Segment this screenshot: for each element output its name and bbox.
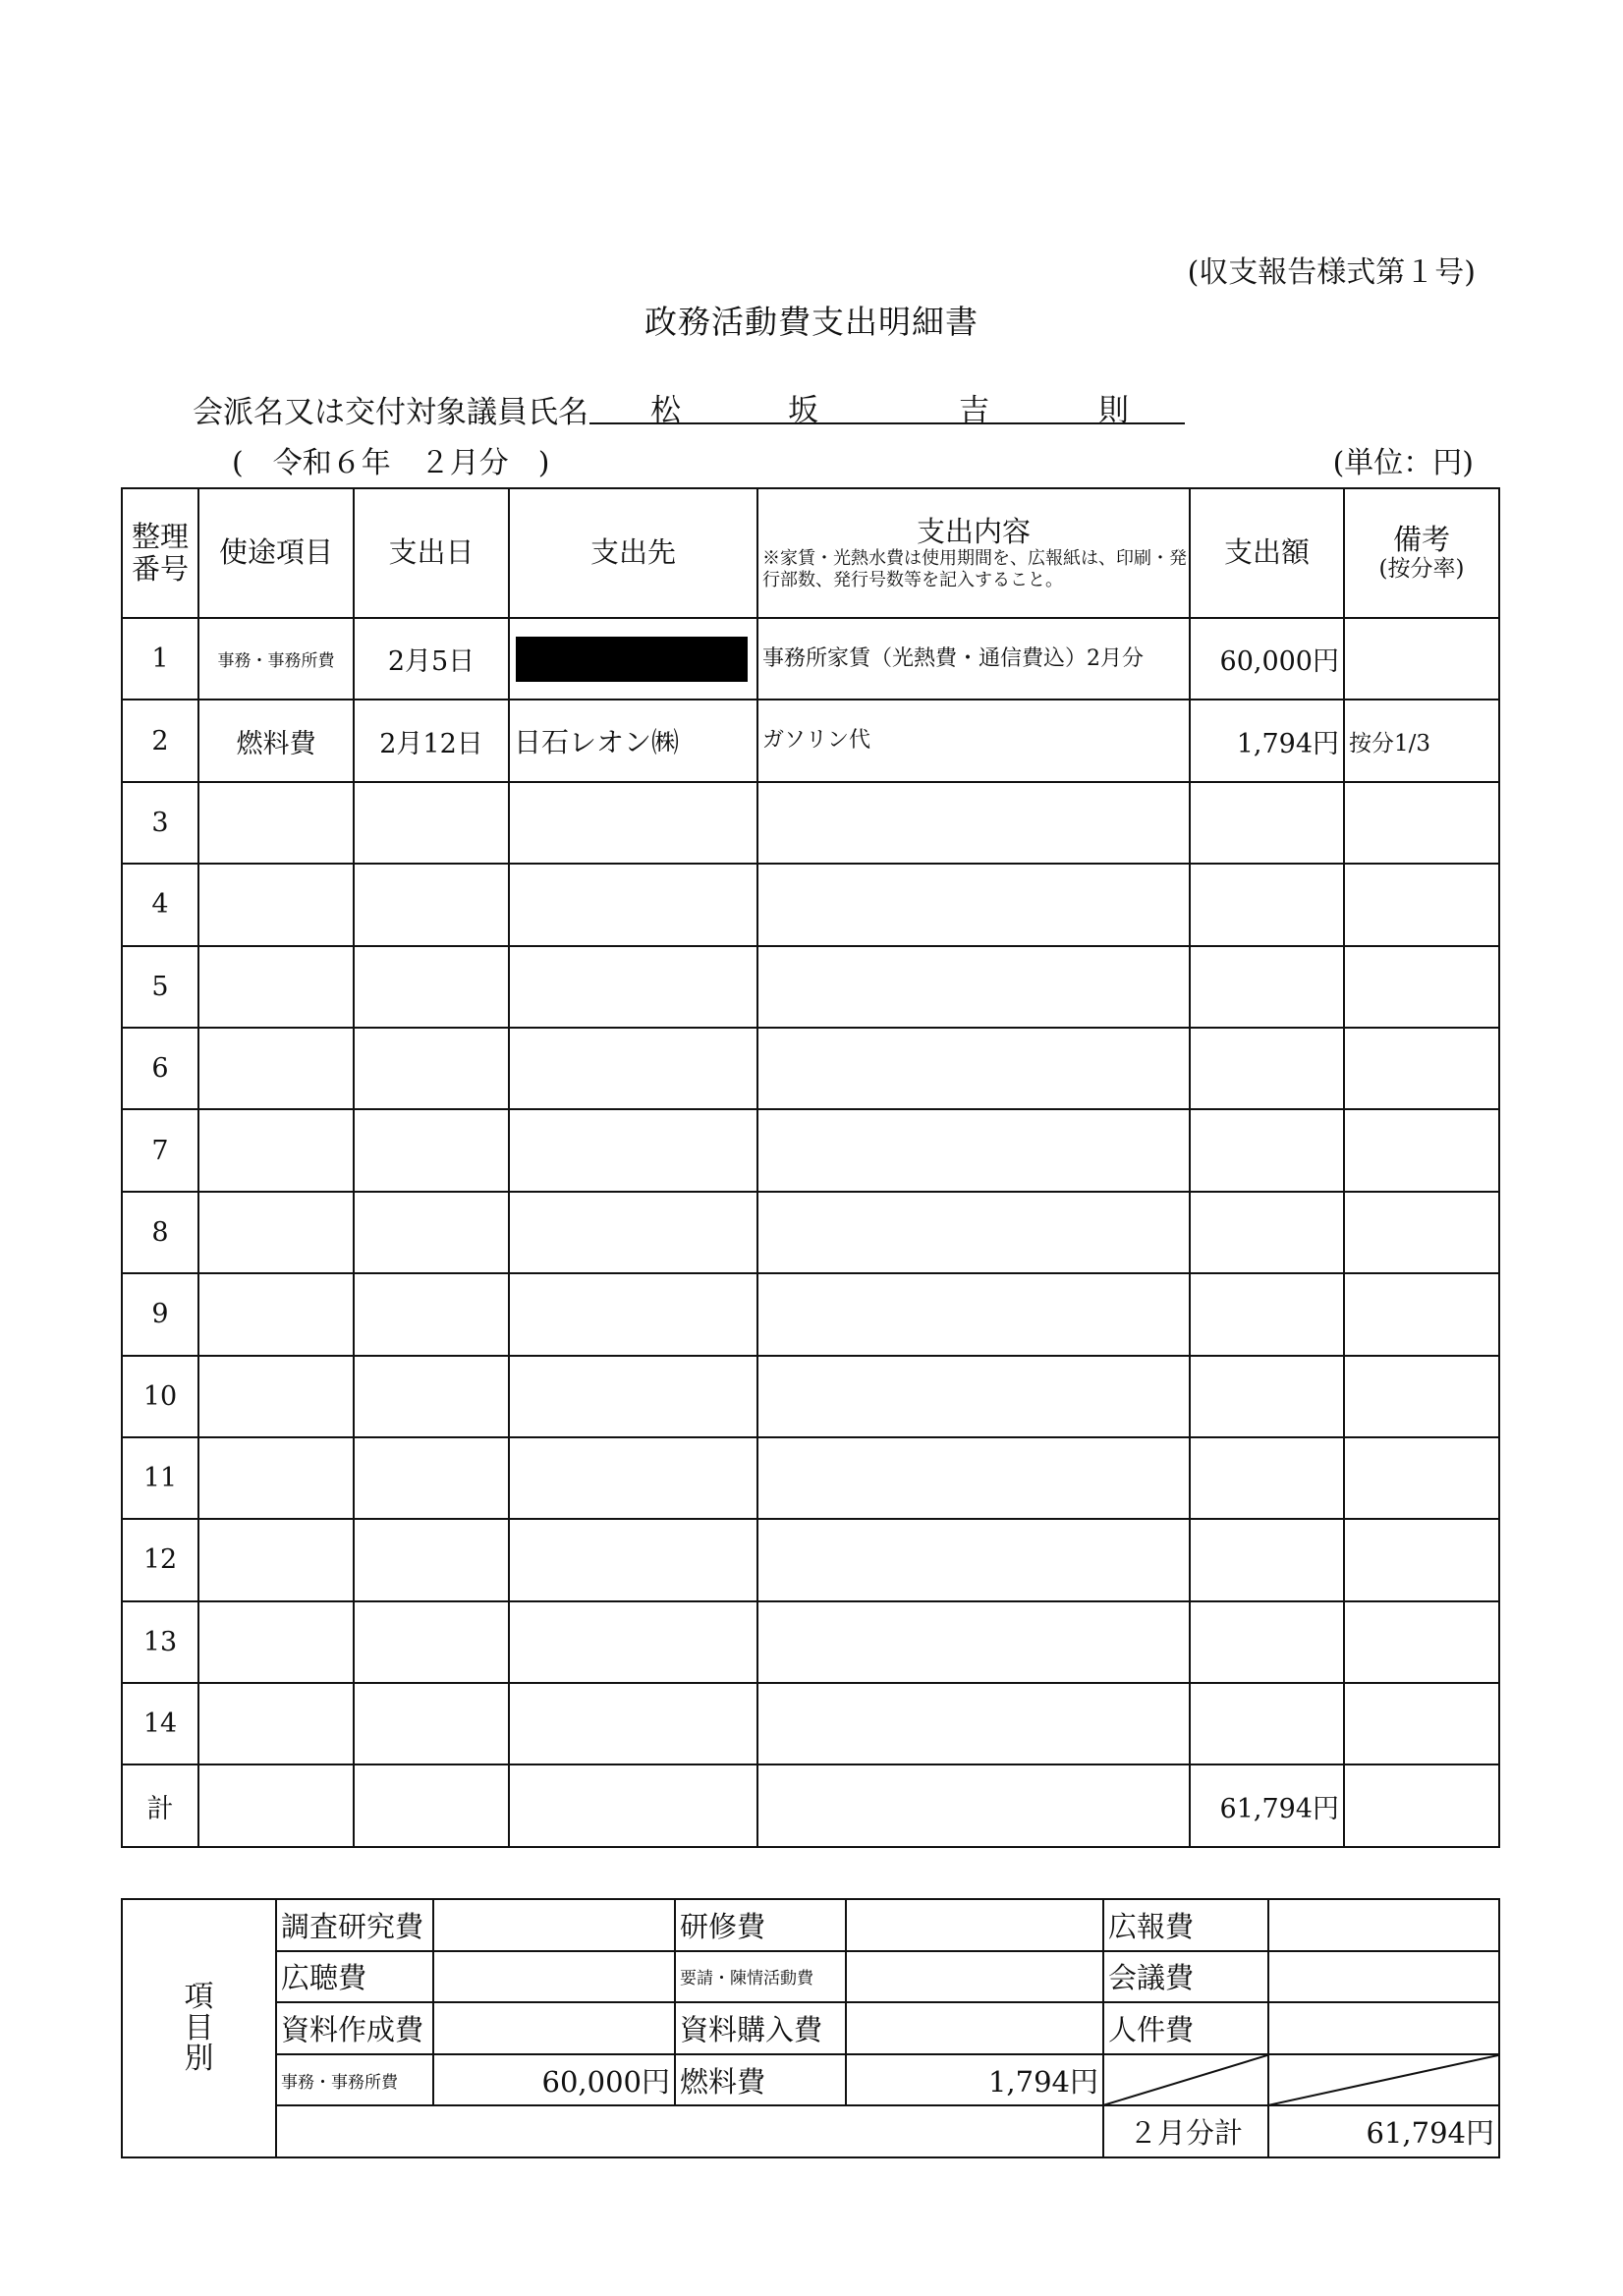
category-amount — [846, 2002, 1103, 2054]
col-header-date: 支出日 — [354, 488, 509, 618]
row-category — [198, 1273, 354, 1355]
row-amount — [1190, 1683, 1344, 1764]
col-header-category: 使途項目 — [198, 488, 354, 618]
row-number: 6 — [122, 1028, 198, 1109]
member-name — [589, 383, 1185, 428]
unit-label: (単位：円) — [1332, 446, 1474, 480]
col-header-remarks-sub: (按分率) — [1378, 556, 1465, 583]
category-amount — [433, 1899, 675, 1951]
table-row — [122, 946, 1499, 1028]
row-description — [757, 1356, 1190, 1437]
row-remarks — [1344, 1356, 1499, 1437]
category-label: 燃料費 — [675, 2054, 846, 2106]
row-number: 9 — [122, 1273, 198, 1355]
row-category — [198, 1437, 354, 1519]
category-label: 研修費 — [675, 1899, 846, 1951]
row-remarks: 按分1/3 — [1344, 700, 1499, 781]
row-category — [198, 864, 354, 945]
category-label: 資料購入費 — [675, 2002, 846, 2054]
row-amount — [1190, 1028, 1344, 1109]
table-row — [122, 1356, 1499, 1437]
row-description — [757, 1028, 1190, 1109]
row-number: 13 — [122, 1601, 198, 1683]
category-row — [122, 2105, 1499, 2157]
row-description — [757, 782, 1190, 864]
table-row — [122, 1601, 1499, 1683]
category-side-char: 別 — [184, 2042, 214, 2077]
table-row — [122, 700, 1499, 781]
category-amount: 1,794円 — [846, 2054, 1103, 2106]
page-title: 政務活動費支出明細書 — [644, 303, 979, 341]
row-remarks — [1344, 1437, 1499, 1519]
row-payee — [509, 618, 757, 700]
row-number: 11 — [122, 1437, 198, 1519]
col-header-description-title: 支出内容 — [916, 514, 1031, 548]
row-category — [198, 946, 354, 1028]
row-description — [757, 864, 1190, 945]
category-label: 資料作成費 — [276, 2002, 433, 2054]
row-remarks — [1344, 782, 1499, 864]
category-row — [122, 1951, 1499, 2003]
row-date — [354, 1437, 509, 1519]
row-remarks — [1344, 1109, 1499, 1191]
table-row — [122, 782, 1499, 864]
row-amount: 1,794円 — [1190, 700, 1344, 781]
category-label: 広報費 — [1103, 1899, 1268, 1951]
row-number: 7 — [122, 1109, 198, 1191]
row-date: 2月12日 — [354, 700, 509, 781]
redaction-block — [516, 637, 748, 682]
row-category: 事務・事務所費 — [198, 618, 354, 700]
row-amount — [1190, 864, 1344, 945]
col-header-no: 整理 番号 — [122, 488, 198, 618]
row-category — [198, 782, 354, 864]
category-label: 会議費 — [1103, 1951, 1268, 2003]
row-payee — [509, 1192, 757, 1273]
category-amount: 60,000円 — [433, 2054, 675, 2106]
row-remarks — [1344, 1683, 1499, 1764]
row-amount — [1190, 1192, 1344, 1273]
col-header-description-note: ※家賃・光熱水費は使用期間を、広報紙は、印刷・発行部数、発行号数等を記入すること。 — [762, 548, 1187, 590]
col-header-description — [757, 488, 1190, 618]
col-header-remarks-title: 備考 — [1392, 523, 1450, 557]
category-amount — [846, 1951, 1103, 2003]
slash-cell — [1103, 2054, 1268, 2106]
row-amount — [1190, 946, 1344, 1028]
total-blank — [354, 1764, 509, 1846]
col-header-remarks — [1344, 488, 1499, 618]
category-label: 調査研究費 — [276, 1899, 433, 1951]
total-amount: 61,794円 — [1190, 1764, 1344, 1846]
category-amount — [433, 1951, 675, 2003]
row-date — [354, 864, 509, 945]
row-payee — [509, 1437, 757, 1519]
row-remarks — [1344, 1519, 1499, 1600]
row-date — [354, 1683, 509, 1764]
row-description — [757, 1437, 1190, 1519]
table-row — [122, 1192, 1499, 1273]
row-description: 事務所家賃（光熱費・通信費込）2月分 — [757, 618, 1190, 700]
row-number: 14 — [122, 1683, 198, 1764]
row-remarks — [1344, 1273, 1499, 1355]
row-amount — [1190, 1356, 1344, 1437]
slash-cell — [1268, 2054, 1499, 2106]
category-amount — [846, 1899, 1103, 1951]
category-side-char: 目 — [184, 2010, 214, 2045]
table-row — [122, 618, 1499, 700]
category-amount — [1268, 1899, 1499, 1951]
row-date — [354, 1519, 509, 1600]
row-description — [757, 1192, 1190, 1273]
row-payee — [509, 1028, 757, 1109]
row-number: 3 — [122, 782, 198, 864]
table-row — [122, 1028, 1499, 1109]
row-amount — [1190, 1437, 1344, 1519]
row-number: 5 — [122, 946, 198, 1028]
row-category — [198, 1601, 354, 1683]
row-description — [757, 1683, 1190, 1764]
row-description: ガソリン代 — [757, 700, 1190, 781]
row-payee — [509, 782, 757, 864]
row-amount — [1190, 1273, 1344, 1355]
row-payee — [509, 1356, 757, 1437]
member-name-char: 松 — [650, 393, 681, 428]
row-date — [354, 1028, 509, 1109]
row-category — [198, 1192, 354, 1273]
form-number: (収支報告様式第１号) — [1187, 255, 1476, 290]
category-row — [122, 2002, 1499, 2054]
row-remarks — [1344, 946, 1499, 1028]
category-amount — [1268, 2002, 1499, 2054]
row-category — [198, 1356, 354, 1437]
row-number: 1 — [122, 618, 198, 700]
row-remarks — [1344, 1192, 1499, 1273]
category-label: 事務・事務所費 — [276, 2054, 433, 2106]
total-label: 計 — [122, 1764, 198, 1846]
total-blank — [1344, 1764, 1499, 1846]
row-category — [198, 1109, 354, 1191]
category-label: 人件費 — [1103, 2002, 1268, 2054]
row-payee — [509, 946, 757, 1028]
category-amount — [433, 2002, 675, 2054]
row-remarks — [1344, 1601, 1499, 1683]
row-remarks — [1344, 1028, 1499, 1109]
row-number: 8 — [122, 1192, 198, 1273]
table-header-row — [122, 488, 1499, 618]
table-row — [122, 1437, 1499, 1519]
row-date — [354, 1273, 509, 1355]
report-period: ( 令和６年 ２月分 ) — [232, 446, 550, 480]
row-payee — [509, 1109, 757, 1191]
row-amount — [1190, 1601, 1344, 1683]
category-amount — [1268, 1951, 1499, 2003]
category-side-char: 項 — [184, 1980, 214, 2015]
category-summary-table — [121, 1898, 1500, 2158]
month-total-amount: 61,794円 — [1268, 2105, 1499, 2157]
table-row — [122, 1109, 1499, 1191]
row-amount — [1190, 1109, 1344, 1191]
row-amount — [1190, 1519, 1344, 1600]
category-label: 要請・陳情活動費 — [675, 1951, 846, 2003]
table-row — [122, 1683, 1499, 1764]
member-label: 会派名又は交付対象議員氏名 — [193, 395, 588, 430]
table-row — [122, 1519, 1499, 1600]
row-remarks — [1344, 618, 1499, 700]
row-date — [354, 1601, 509, 1683]
row-amount — [1190, 782, 1344, 864]
row-description — [757, 1601, 1190, 1683]
col-header-payee: 支出先 — [509, 488, 757, 618]
row-description — [757, 1519, 1190, 1600]
table-row — [122, 1273, 1499, 1355]
row-payee — [509, 864, 757, 945]
row-date — [354, 1356, 509, 1437]
member-name-char: 坂 — [788, 393, 818, 428]
row-category — [198, 1519, 354, 1600]
member-name-char: 吉 — [959, 393, 989, 428]
row-category: 燃料費 — [198, 700, 354, 781]
month-total-label: ２月分計 — [1103, 2105, 1268, 2157]
row-payee — [509, 1273, 757, 1355]
category-side-label — [122, 1899, 276, 2157]
row-payee — [509, 1519, 757, 1600]
row-description — [757, 1109, 1190, 1191]
row-payee — [509, 1601, 757, 1683]
row-number: 12 — [122, 1519, 198, 1600]
row-category — [198, 1028, 354, 1109]
total-blank — [198, 1764, 354, 1846]
row-number: 10 — [122, 1356, 198, 1437]
col-header-amount: 支出額 — [1190, 488, 1344, 618]
row-description — [757, 946, 1190, 1028]
blank-cell — [276, 2105, 1103, 2157]
member-name-char: 則 — [1098, 393, 1129, 428]
total-blank — [509, 1764, 757, 1846]
expense-table — [121, 487, 1500, 1848]
row-payee: 日石レオン㈱ — [509, 700, 757, 781]
row-date — [354, 946, 509, 1028]
category-row — [122, 1899, 1499, 1951]
row-category — [198, 1683, 354, 1764]
category-label: 広聴費 — [276, 1951, 433, 2003]
category-row — [122, 2054, 1499, 2106]
row-date — [354, 1192, 509, 1273]
row-date: 2月5日 — [354, 618, 509, 700]
row-remarks — [1344, 864, 1499, 945]
row-payee — [509, 1683, 757, 1764]
row-number: 2 — [122, 700, 198, 781]
row-date — [354, 782, 509, 864]
row-number: 4 — [122, 864, 198, 945]
total-row — [122, 1764, 1499, 1846]
table-row — [122, 864, 1499, 945]
row-amount: 60,000円 — [1190, 618, 1344, 700]
row-description — [757, 1273, 1190, 1355]
total-blank — [757, 1764, 1190, 1846]
row-date — [354, 1109, 509, 1191]
